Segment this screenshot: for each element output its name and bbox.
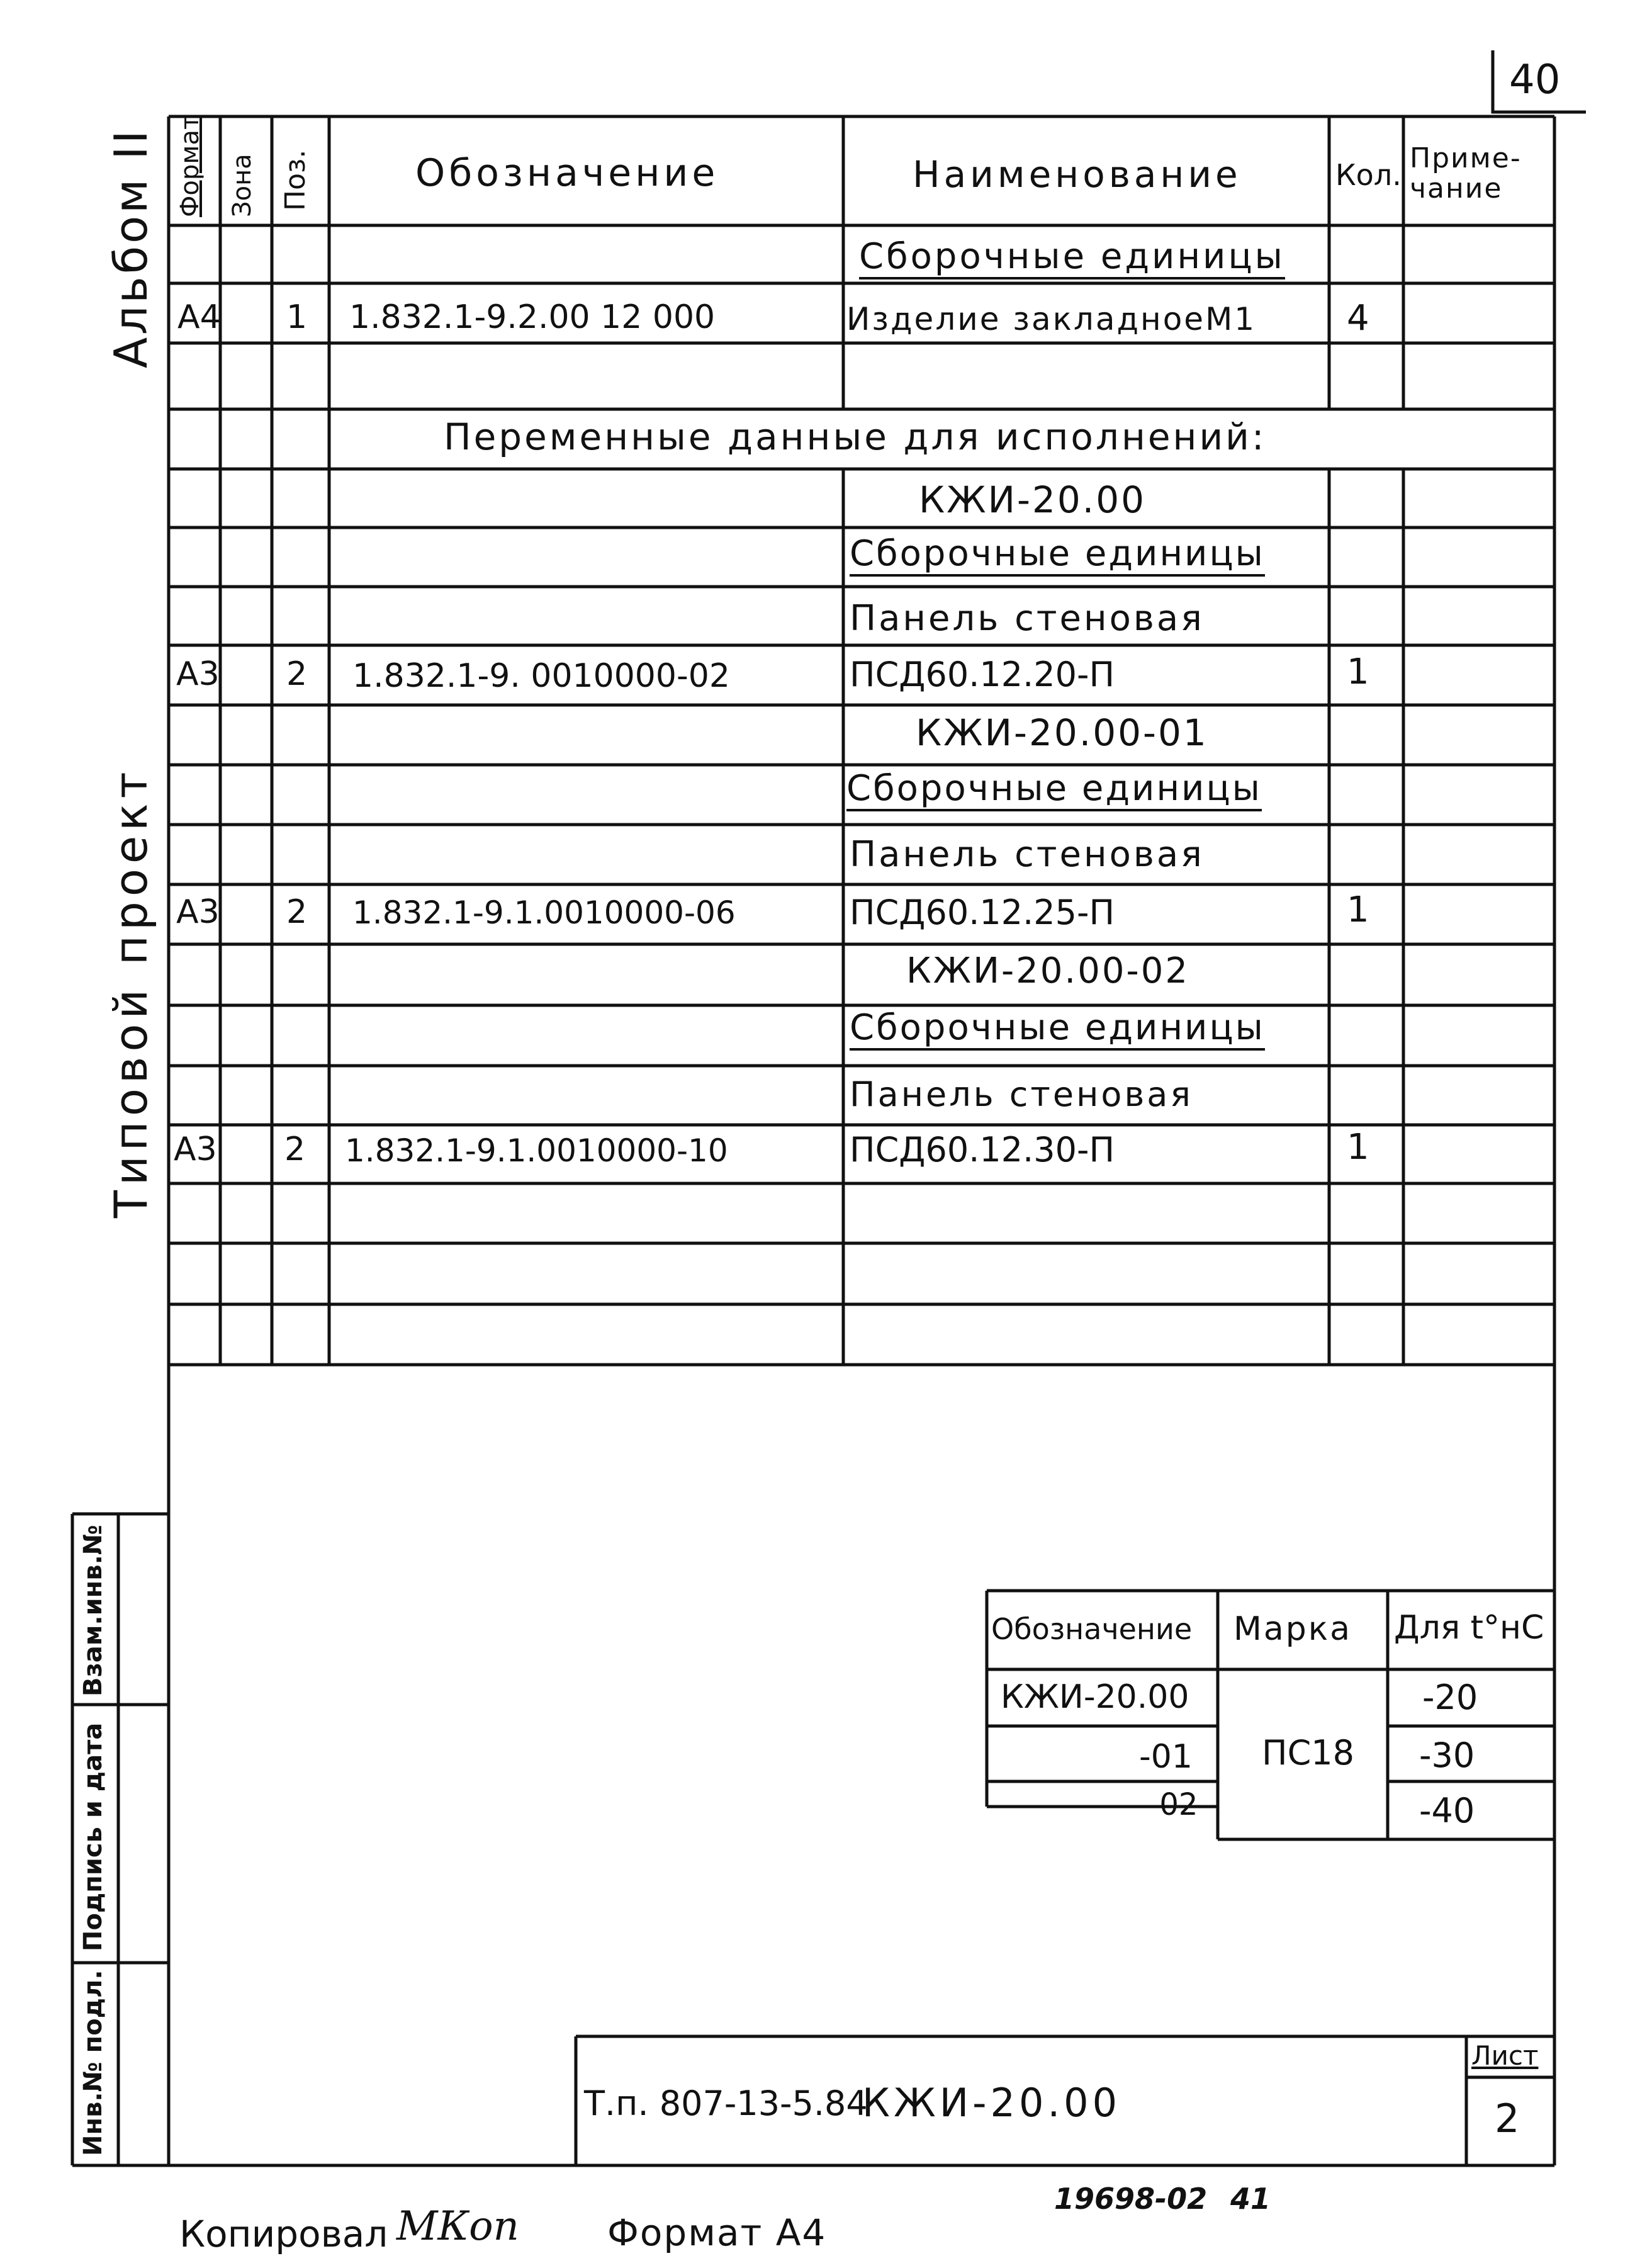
row-4-name: КЖИ-20.00 (919, 478, 1147, 521)
copied-signature: МКоп (396, 2203, 519, 2250)
strip-inv-orig: Инв.№ подл. (79, 1970, 108, 2156)
row-15-qty: 1 (1347, 1127, 1369, 1168)
strip-sign-date: Подпись и дата (79, 1722, 108, 1951)
header-name: Наименование (913, 153, 1242, 196)
small-temp-1: -30 (1419, 1735, 1475, 1775)
small-temp-0: -20 (1422, 1678, 1478, 1717)
row-12-name: КЖИ-20.00-02 (906, 951, 1189, 991)
row-8-name: КЖИ-20.00-01 (916, 711, 1208, 754)
row-1-name: Изделие закладноеМ1 (846, 301, 1257, 337)
strip-inv-replace: Взам.инв.№ (79, 1525, 108, 1696)
row-15-pos: 2 (284, 1131, 306, 1168)
header-zone: Зона (228, 154, 257, 217)
row-15-format: А3 (174, 1131, 217, 1168)
header-designation: Обозначение (415, 151, 719, 195)
row-11-format: А3 (176, 893, 220, 931)
row-15-designation: 1.832.1-9.1.0010000-10 (345, 1132, 728, 1169)
row-1-qty: 4 (1347, 298, 1369, 339)
album-label: Альбом II (104, 128, 157, 368)
row-3-span: Переменные данные для исполнений: (444, 415, 1267, 458)
row-11-qty: 1 (1347, 889, 1369, 930)
row-15-name: ПСД60.12.30-П (850, 1130, 1115, 1170)
row-1-format: А4 (177, 298, 221, 336)
page-number: 40 (1509, 57, 1561, 103)
header-note: Приме-чание (1410, 142, 1522, 205)
row-1-pos: 1 (286, 298, 308, 336)
row-7-designation: 1.832.1-9. 0010000-02 (352, 657, 730, 695)
small-temp-2: -40 (1419, 1791, 1475, 1831)
archive-page: 41 (1230, 2182, 1271, 2216)
row-0-name: Сборочные единицы (859, 239, 1285, 279)
row-7-pos: 2 (286, 655, 308, 693)
sheet-label: Лист (1471, 2040, 1539, 2071)
title-mark: КЖИ-20.00 (862, 2080, 1121, 2126)
title-code: Т.п. 807-13-5.84 (584, 2084, 868, 2123)
small-designation-2: -02 (1149, 1787, 1198, 1822)
archive-number: 19698-02 (1054, 2182, 1208, 2216)
small-mark: ПС18 (1262, 1733, 1355, 1773)
row-10-name: Панель стеновая (850, 834, 1205, 875)
row-13-name: Сборочные единицы (850, 1010, 1265, 1051)
row-6-name: Панель стеновая (850, 598, 1205, 639)
small-header-temp: Для t°нС (1394, 1609, 1544, 1647)
project-label: Типовой проект (104, 767, 157, 1218)
small-designation-0: КЖИ-20.00 (1001, 1678, 1189, 1716)
small-header-mark: Марка (1233, 1610, 1352, 1648)
row-11-name: ПСД60.12.25-П (850, 893, 1115, 932)
row-7-format: А3 (176, 655, 220, 693)
row-1-designation: 1.832.1-9.2.00 12 000 (349, 298, 716, 336)
row-5-name: Сборочные единицы (850, 536, 1265, 577)
row-11-designation: 1.832.1-9.1.0010000-06 (352, 894, 736, 931)
header-pos: Поз. (279, 149, 312, 211)
row-9-name: Сборочные единицы (846, 771, 1262, 811)
row-14-name: Панель стеновая (850, 1075, 1193, 1114)
small-header-designation: Обозначение (991, 1612, 1193, 1646)
small-designation-1: -01 (1139, 1738, 1193, 1776)
sheet-number: 2 (1495, 2096, 1520, 2141)
row-7-qty: 1 (1347, 652, 1369, 692)
row-11-pos: 2 (286, 893, 308, 931)
copied-label: Копировал (179, 2213, 388, 2255)
format-label: Формат А4 (607, 2211, 827, 2254)
header-qty: Кол. (1335, 158, 1402, 192)
header-format: Формат (176, 115, 205, 217)
row-7-name: ПСД60.12.20-П (850, 655, 1115, 694)
